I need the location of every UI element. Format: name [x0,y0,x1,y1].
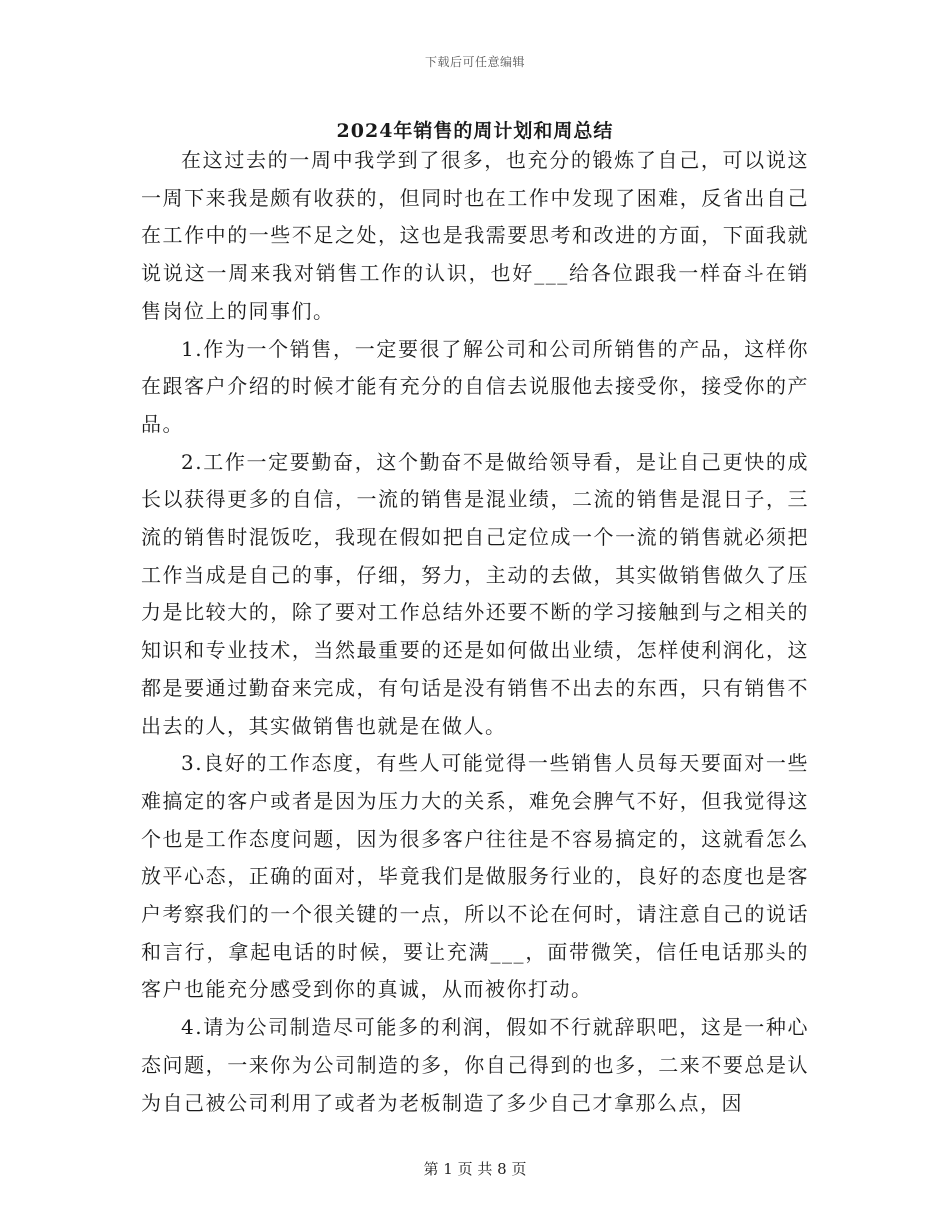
header-note: 下载后可任意编辑 [424,55,525,69]
paragraph-point-3: 3.良好的工作态度，有些人可能觉得一些销售人员每天要面对一些难搞定的客户或者是因为压力大的关系，难免会脾气不好，但我觉得这个也是工作态度问题，因为很多客户往往是不容易搞定的，这就看怎么放平心态，正确的面对，毕竟我们是做服务行业的，良好的态度也是客户考察我们的一个很关键的一点，所以不论在何时，请注意自己的说话和言行，拿起电话的时候，要让充满___，面带微笑，信任电话那头的客户也能充分感受到你的真诚，从而被你打动。 [141,751,809,1002]
paragraph-intro: 在这过去的一周中我学到了很多，也充分的锻炼了自己，可以说这一周下来我是颇有收获的，但同时也在工作中发现了困难，反省出自己在工作中的一些不足之处，这也是我需要思考和改进的方面，下面我就说说这一周来我对销售工作的认识，也好___给各位跟我一样奋斗在销售岗位上的同事们。 [141,148,809,323]
paragraph-point-2: 2.工作一定要勤奋，这个勤奋不是做给领导看，是让自己更快的成长以获得更多的自信，一流的销售是混业绩，二流的销售是混日子，三流的销售时混饭吃，我现在假如把自己定位成一个一流的销售就必须把工作当成是自己的事，仔细，努力，主动的去做，其实做销售做久了压力是比较大的，除了要对工作总结外还要不断的学习接触到与之相关的知识和专业技术，当然最重要的还是如何做出业绩，怎样使利润化，这都是要通过勤奋来完成，有句话是没有销售不出去的东西，只有销售不出去的人，其实做销售也就是在做人。 [141,449,809,738]
document-body [141,142,809,1122]
paragraph-point-1: 1.作为一个销售，一定要很了解公司和公司所销售的产品，这样你在跟客户介绍的时候才能有充分的自信去说服他去接受你，接受你的产品。 [141,336,809,436]
paragraph-point-4: 4.请为公司制造尽可能多的利润，假如不行就辞职吧，这是一种心态问题，一来你为公司制造的多，你自己得到的也多，二来不要总是认为自己被公司利用了或者为老板制造了多少自己才拿那么点，因 [141,1015,809,1115]
page-footer: 第 1 页 共 8 页 [423,1160,527,1178]
document-title: 2024年销售的周计划和周总结 [336,120,614,142]
